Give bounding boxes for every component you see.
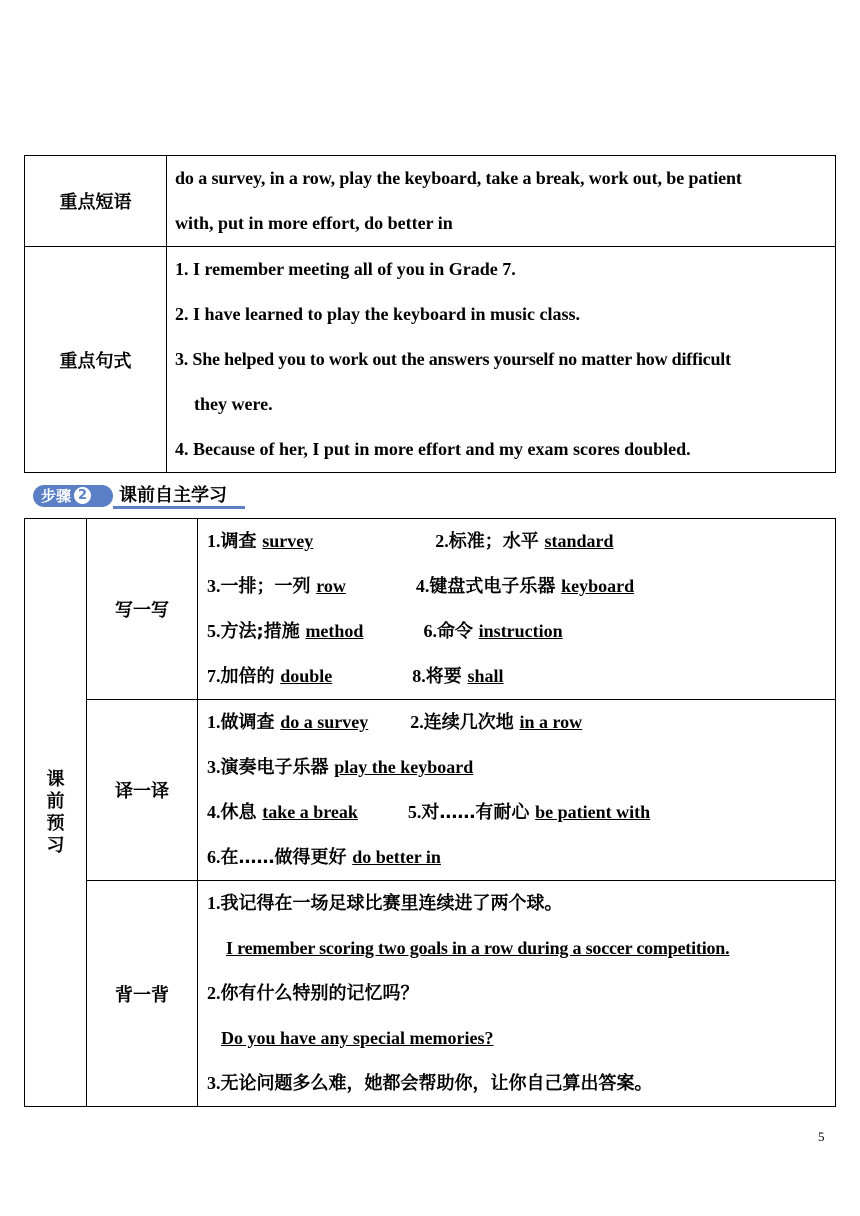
- key-sentences-row: [25, 247, 836, 473]
- preview-side-label: [25, 519, 87, 1107]
- answer: instruction: [478, 621, 563, 641]
- answer: I remember scoring two goals in a row during a soccer competition.: [226, 938, 730, 958]
- recite-line: 2.你有什么特别的记忆吗？: [207, 983, 419, 1004]
- translate-line: 1.做调查 do a survey 2.连续几次地 in a row: [207, 712, 583, 733]
- answer: standard: [544, 531, 614, 551]
- recite-content: [198, 881, 836, 1107]
- translate-content: [198, 700, 836, 881]
- write-line: 3.一排；一列 row 4.键盘式电子乐器 keyboard: [207, 576, 635, 597]
- page-number: 5: [818, 1129, 825, 1144]
- answer: shall: [467, 666, 504, 686]
- translate-line: 4.休息 take a break 5.对……有耐心 be patient with: [207, 802, 651, 823]
- key-sentence: 1. I remember meeting all of you in Grade 7.: [175, 259, 516, 279]
- answer: do better in: [352, 847, 441, 867]
- translate-line: 6.在……做得更好 do better in: [207, 847, 441, 868]
- answer: double: [280, 666, 333, 686]
- key-phrases-row: [25, 156, 836, 247]
- key-sentences-label: 重点句式: [25, 247, 167, 473]
- step-pill: [33, 485, 113, 507]
- key-sentence: 4. Because of her, I put in more effort and my exam scores doubled.: [175, 439, 691, 459]
- answer: method: [305, 621, 364, 641]
- key-points-table: [24, 155, 836, 473]
- translate-line: 3.演奏电子乐器 play the keyboard: [207, 757, 474, 778]
- answer: Do you have any special memories?: [221, 1028, 494, 1048]
- answer: row: [316, 576, 346, 596]
- translate-row: [25, 700, 836, 881]
- preview-table: [24, 518, 836, 1107]
- key-sentence: 3. She helped you to work out the answers yourself no matter how difficult: [175, 349, 731, 369]
- key-sentences-content: [167, 247, 836, 473]
- recite-answer-line: [207, 926, 831, 971]
- recite-answer-line: [207, 1016, 831, 1061]
- write-content: [198, 519, 836, 700]
- write-line: 7.加倍的 double 8.将要 shall: [207, 666, 504, 687]
- key-sentence: they were.: [194, 394, 273, 414]
- recite-line: 3.无论问题多么难，她都会帮助你，让你自己算出答案。: [207, 1073, 653, 1094]
- side-char: 课: [46, 768, 65, 790]
- step-banner: [33, 484, 245, 508]
- answer: keyboard: [561, 576, 635, 596]
- side-char: 前: [46, 790, 65, 812]
- write-row: [25, 519, 836, 700]
- key-phrases-line: do a survey, in a row, play the keyboard, take a break, work out, be patient: [175, 168, 742, 188]
- step-title: 课前自主学习: [119, 485, 227, 506]
- recite-row: [25, 881, 836, 1107]
- answer: in a row: [519, 712, 583, 732]
- side-char: 习: [46, 834, 65, 856]
- translate-label: 译一译: [87, 700, 198, 881]
- step-prefix: 步骤: [41, 487, 72, 505]
- answer: survey: [262, 531, 314, 551]
- recite-label: 背一背: [87, 881, 198, 1107]
- key-sentence: 2. I have learned to play the keyboard in music class.: [175, 304, 581, 324]
- write-label: 写一写: [87, 519, 198, 700]
- answer: be patient with: [535, 802, 651, 822]
- write-line: 1.调查 survey 2.标准；水平 standard: [207, 531, 614, 552]
- side-char: 预: [46, 812, 65, 834]
- write-line: 5.方法;措施 method 6.命令 instruction: [207, 621, 563, 642]
- answer: take a break: [262, 802, 358, 822]
- recite-line: 1.我记得在一场足球比赛里连续进了两个球。: [207, 893, 563, 914]
- key-phrases-line: with, put in more effort, do better in: [175, 213, 453, 233]
- key-phrases-content: [167, 156, 836, 247]
- answer: play the keyboard: [334, 757, 474, 777]
- answer: do a survey: [280, 712, 369, 732]
- key-phrases-label: 重点短语: [25, 156, 167, 247]
- step-number: 2: [74, 487, 91, 504]
